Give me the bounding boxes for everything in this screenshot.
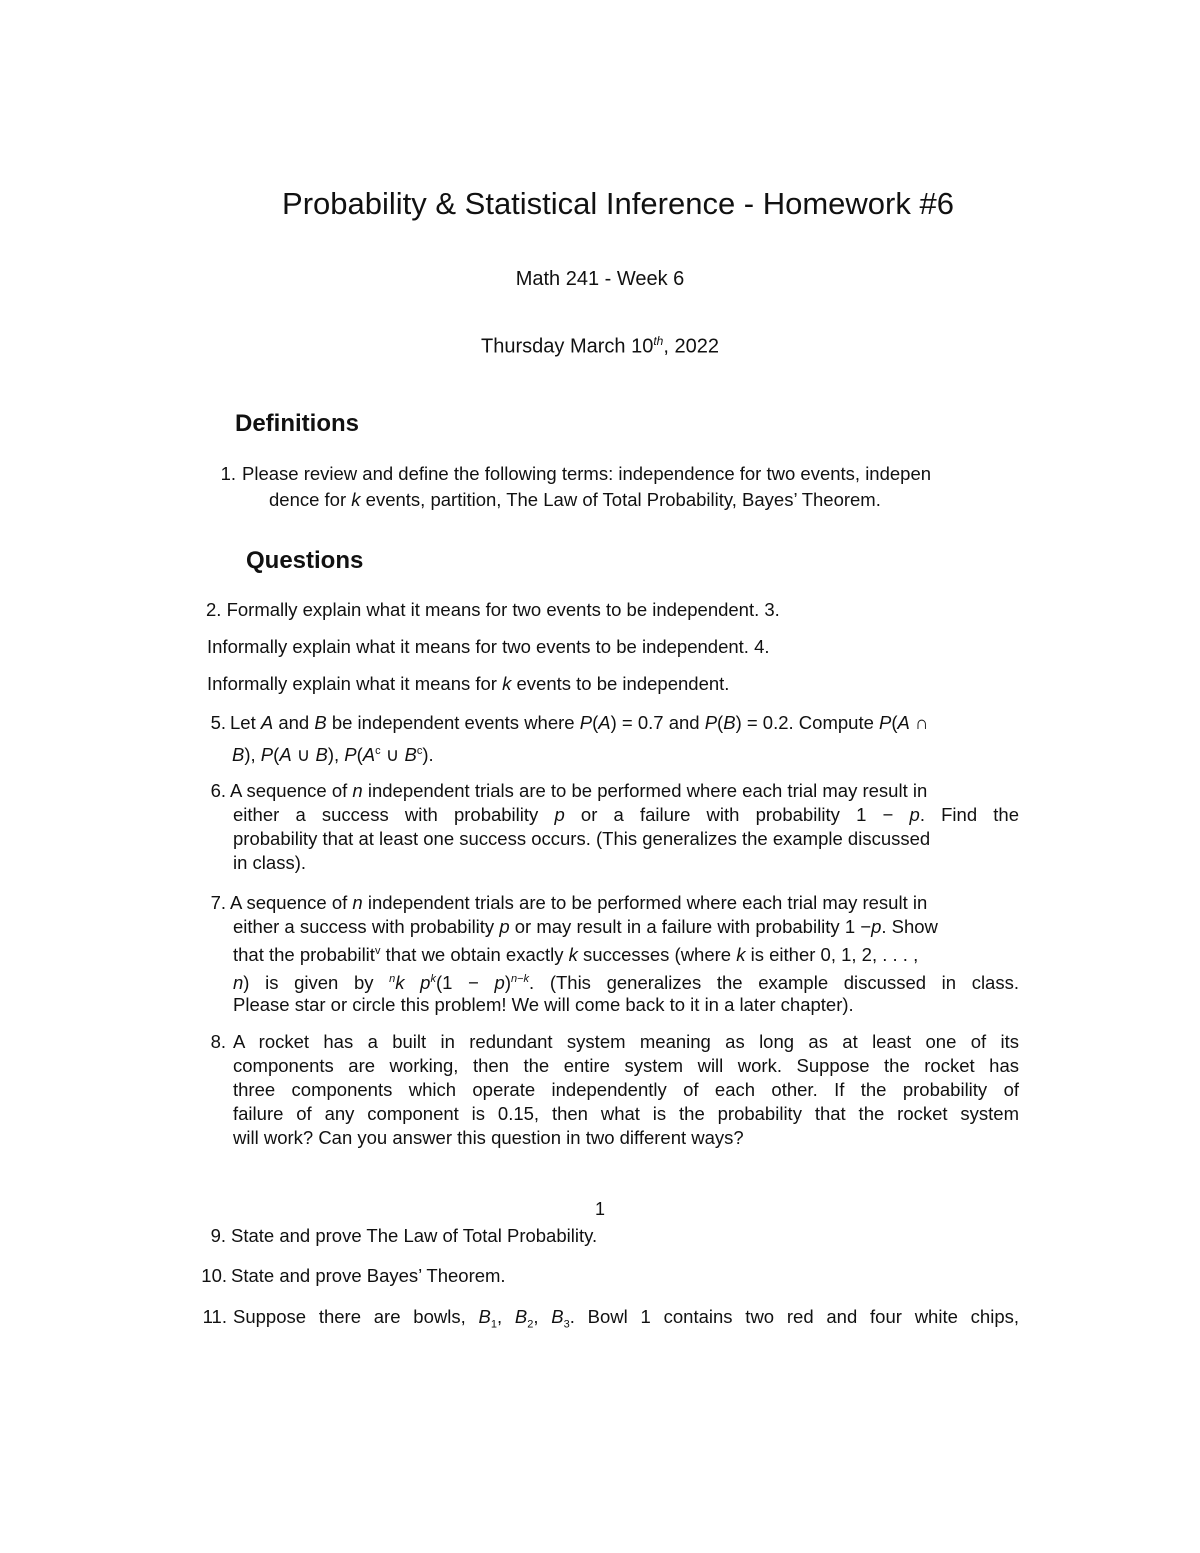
question-7-line2: either a success with probability p or may result in a failure with probability 1 −p. Show bbox=[233, 916, 938, 937]
question-number: 6. bbox=[210, 780, 226, 801]
question-6-line1: A sequence of n independent trials are to be performed where each trial may result in bbox=[230, 780, 928, 801]
question-5 bbox=[0, 711, 1200, 766]
question-2-line: 2. Formally explain what it means for two events to be independent. 3. bbox=[206, 599, 780, 620]
question-3-line: Informally explain what it means for two events to be independent. 4. bbox=[207, 636, 770, 657]
question-8-line2: components are working, then the entire system will work. Suppose the rocket has bbox=[233, 1055, 1019, 1076]
question-8-line1: A rocket has a built in redundant system meaning as long as at least one of its bbox=[233, 1031, 1019, 1052]
question-7-line5: Please star or circle this problem! We will come back to it in a later chapter). bbox=[233, 994, 854, 1015]
item-number: 1. bbox=[220, 463, 236, 484]
question-7 bbox=[0, 891, 1200, 1021]
course-subtitle: Math 241 - Week 6 bbox=[515, 268, 685, 290]
question-10-text: State and prove Bayes’ Theorem. bbox=[231, 1265, 506, 1286]
question-number: 8. bbox=[210, 1031, 226, 1052]
questions-heading: Questions bbox=[246, 547, 364, 574]
question-number: 11. bbox=[202, 1306, 227, 1327]
item-text-line2: dence for k events, partition, The Law of Total Probability, Bayes’ Theorem. bbox=[269, 489, 881, 510]
question-4-line: Informally explain what it means for k events to be independent. bbox=[207, 673, 730, 694]
question-number: 9. bbox=[210, 1225, 226, 1246]
question-6-line3: probability that at least one success occurs. (This generalizes the example discussed bbox=[233, 828, 931, 849]
question-8-line4: failure of any component is 0.15, then what is the probability that the rocket system bbox=[233, 1103, 1019, 1124]
question-11-text: Suppose there are bowls, $B_1$, $B_2$, $B_3$. Bowl 1 contains two red and four white chips, bbox=[233, 1306, 1019, 1331]
question-6-line2: either a success with probability p or a failure with probability 1 − p. Find the bbox=[233, 804, 1019, 825]
question-8-line3: three components which operate independently of each other. If the probability of bbox=[233, 1079, 1019, 1100]
page-title: Probability & Statistical Inference - Homework #6 bbox=[282, 186, 954, 221]
question-7-line4: n) is given by $^n$k $p^k(1 - p)^{n-k}$. (This generalizes the example discussed in class. bbox=[233, 972, 1019, 994]
question-8-line5: will work? Can you answer this question in two different ways? bbox=[233, 1127, 744, 1148]
question-5-line1: Let A and B be independent events where P(A) = 0.7 and P(B) = 0.2. Compute P(A ∩ bbox=[230, 712, 929, 733]
page-number: 1 bbox=[595, 1199, 606, 1219]
definitions-heading: Definitions bbox=[235, 410, 359, 437]
question-5-line2: B), P(A ∪ B), $P(A^c$ ∪ $B^c$). bbox=[232, 744, 434, 766]
definition-item-1 bbox=[0, 462, 1200, 514]
question-6 bbox=[0, 779, 1200, 879]
item-text-line1: Please review and define the following terms: independence for two events, indepen bbox=[242, 463, 932, 484]
question-number: 7. bbox=[210, 892, 226, 913]
question-number: 10. bbox=[201, 1265, 227, 1286]
date-line: Thursday March 10th, 2022 bbox=[481, 334, 719, 358]
question-6-line4: in class). bbox=[233, 852, 306, 873]
question-7-line1: A sequence of n independent trials are to be performed where each trial may result in bbox=[230, 892, 928, 913]
question-number: 5. bbox=[210, 712, 226, 733]
question-7-line3: that the probabilit$^v$ that we obtain exactly k successes (where k is either 0, 1, 2, . . . , bbox=[233, 944, 919, 966]
question-8 bbox=[0, 1030, 1200, 1155]
question-9-text: State and prove The Law of Total Probability. bbox=[231, 1225, 598, 1246]
